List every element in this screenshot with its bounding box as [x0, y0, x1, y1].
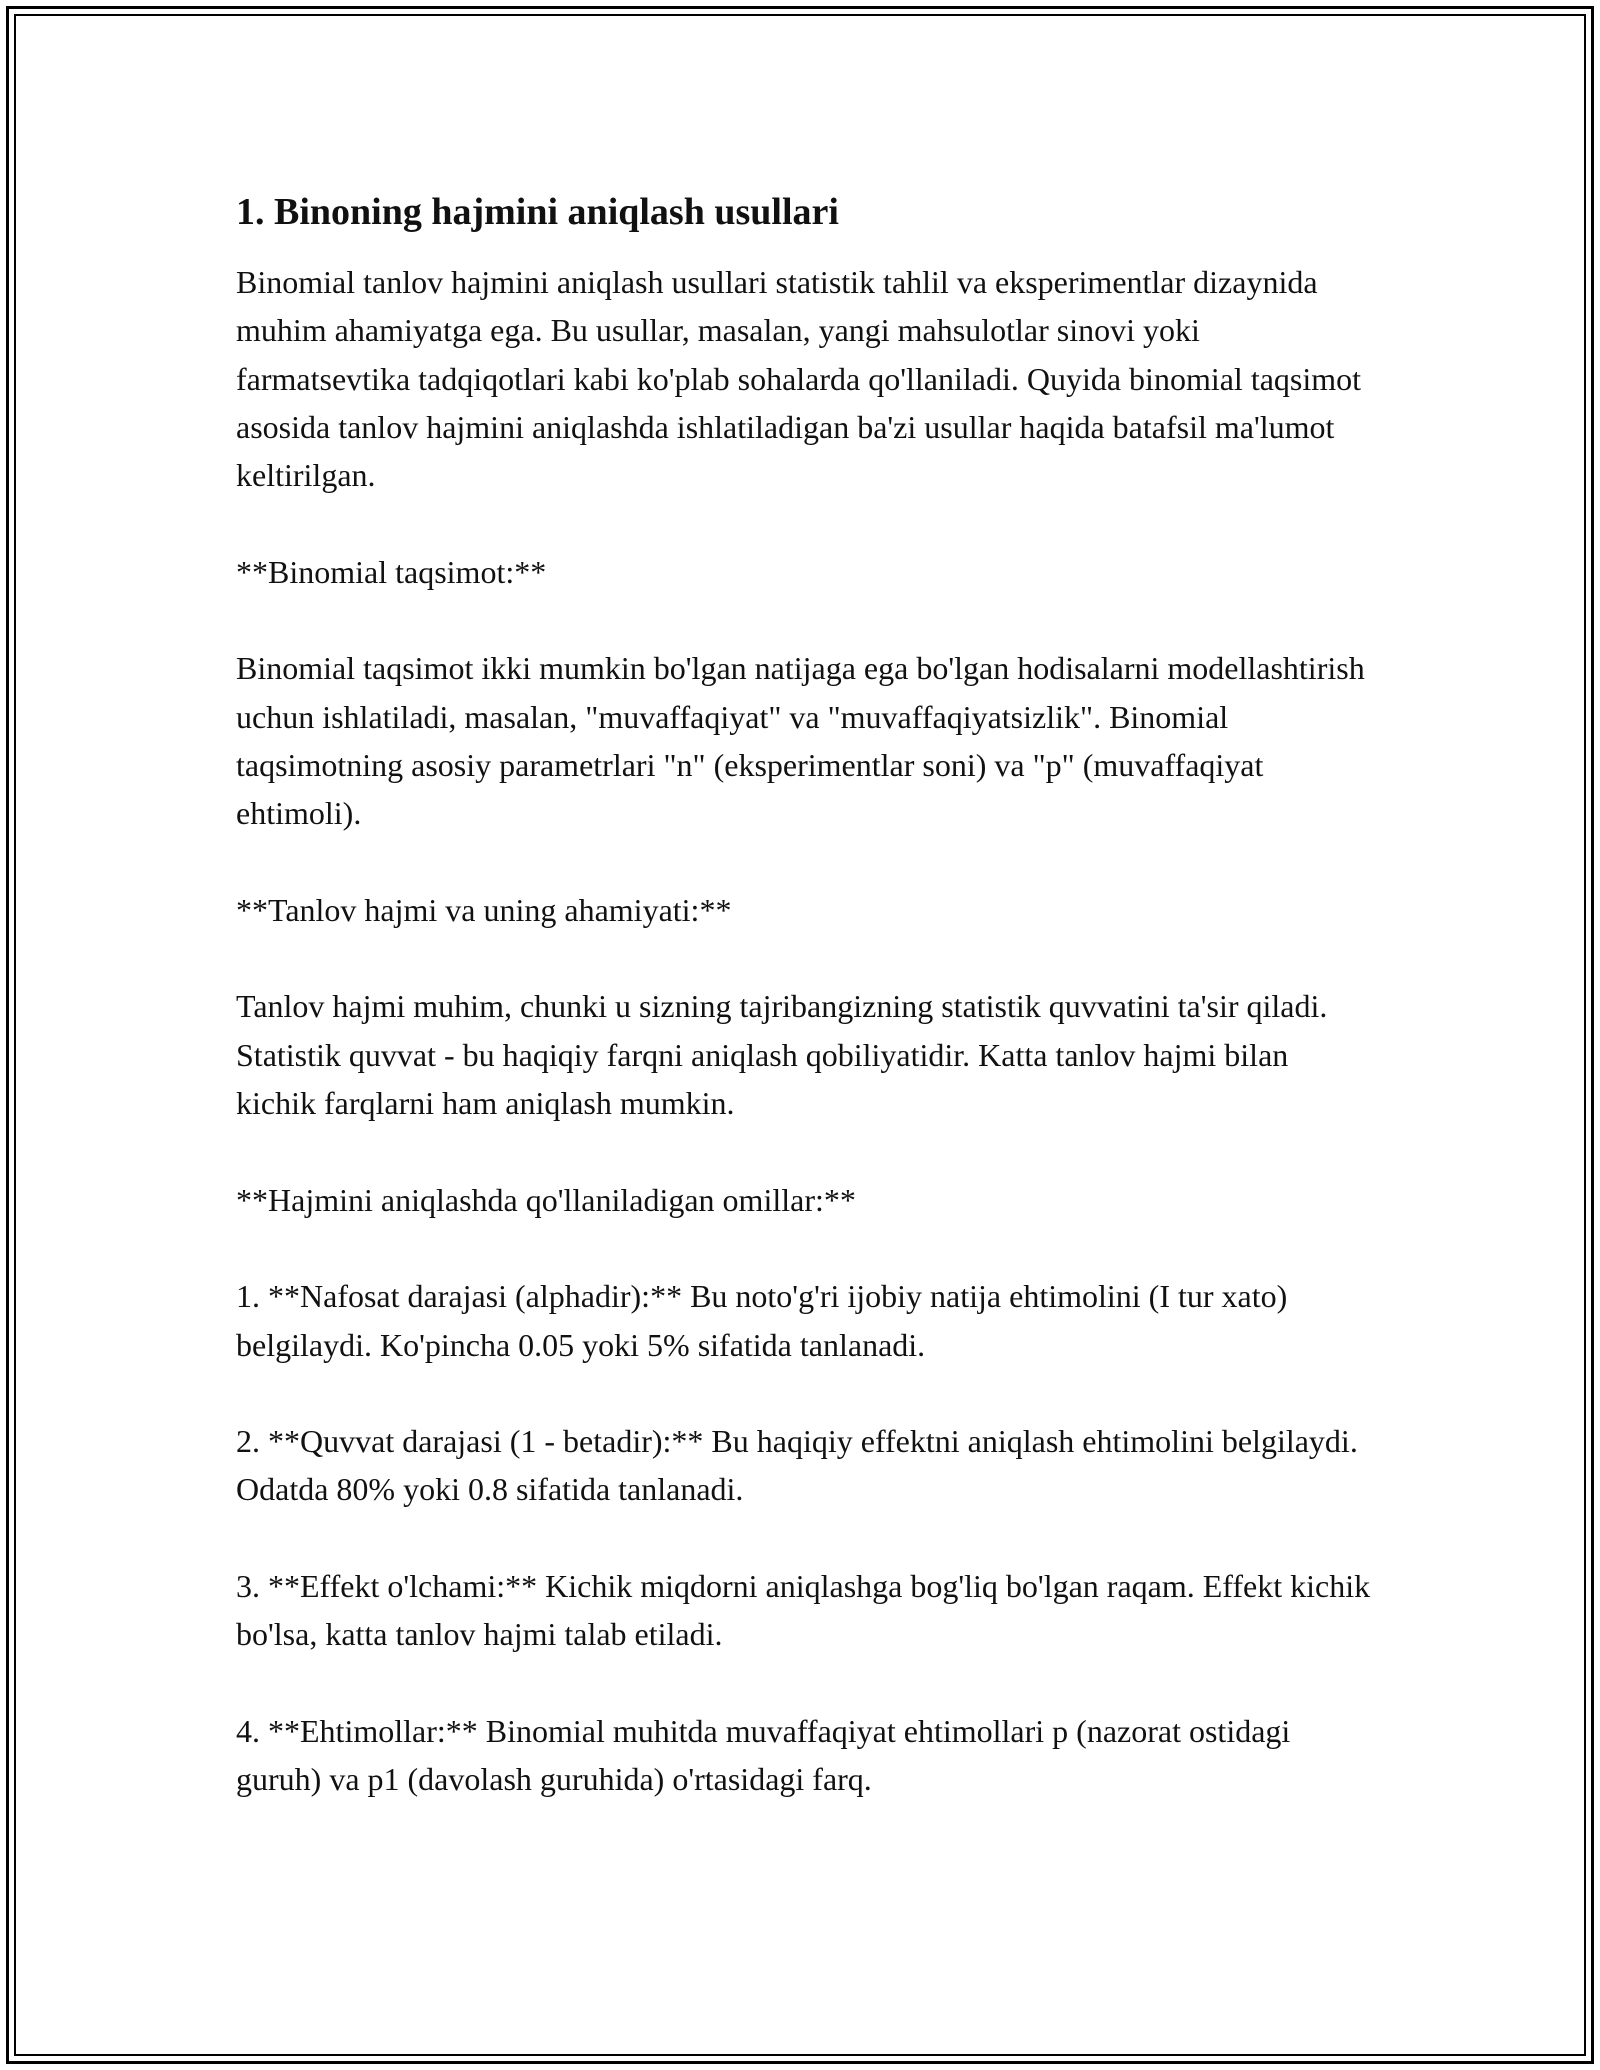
paragraph-binomial-distribution: Binomial taqsimot ikki mumkin bo'lgan natijaga ega bo'lgan hodisalarni modellashtirish uchun ishlatiladi, masalan, "muvaffaqiyat" va "muvaffaqiyatsizlik". Binomial taqsimotning asosiy parametrlari "n" (eksperimentlar soni) va "p" (muvaffaqiyat ehtimoli). [236, 650, 1365, 832]
list-item-significance: 1. **Nafosat darajasi (alphadir):** Bu noto'g'ri ijobiy natija ehtimolini (I tur xato) belgilaydi. Ko'pincha 0.05 yoki 5% sifatida tanlanadi. [236, 1278, 1288, 1363]
paragraph-sample-size: Tanlov hajmi muhim, chunki u sizning tajribangizning statistik quvvatini ta'sir qiladi. Statistik quvvat - bu haqiqiy farqni aniqlash qobiliyatidir. Katta tanlov hajmi bilan kichik farqlarni ham aniqlash mumkin. [236, 988, 1328, 1122]
heading-binomial-distribution: **Binomial taqsimot:** [236, 553, 547, 590]
list-item-probabilities: 4. **Ehtimollar:** Binomial muhitda muvaffaqiyat ehtimollari p (nazorat ostidagi guruh) va p1 (davolash guruhida) o'rtasidagi farq. [236, 1712, 1291, 1798]
list-item-power: 2. **Quvvat darajasi (1 - betadir):** Bu haqiqiy effektni aniqlash ehtimolini belgilaydi. Odatda 80% yoki 0.8 sifatida tanlanadi. [236, 1423, 1358, 1508]
heading-factors: **Hajmini aniqlashda qo'llaniladigan omillar:** [236, 1181, 856, 1218]
list-item-effect-size: 3. **Effekt o'lchami:** Kichik miqdorni aniqlashga bog'liq bo'lgan raqam. Effekt kichik bo'lsa, katta tanlov hajmi talab etiladi. [236, 1568, 1371, 1653]
heading-sample-size: **Tanlov hajmi va uning ahamiyati:** [236, 891, 732, 928]
section-title: 1. Binoning hajmini aniqlash usullari [236, 191, 839, 233]
document-body [236, 186, 1376, 1852]
paragraph-intro: Binomial tanlov hajmini aniqlash usullari statistik tahlil va eksperimentlar dizaynida muhim ahamiyatga ega. Bu usullar, masalan, yangi mahsulotlar sinovi yoki farmatsevtika tadqiqotlari kabi ko'plab sohalarda qo'llaniladi. Quyida binomial taqsimot asosida tanlov hajmini aniqlashda ishlatiladigan ba'zi usullar haqida batafsil ma'lumot keltirilgan. [236, 264, 1362, 494]
